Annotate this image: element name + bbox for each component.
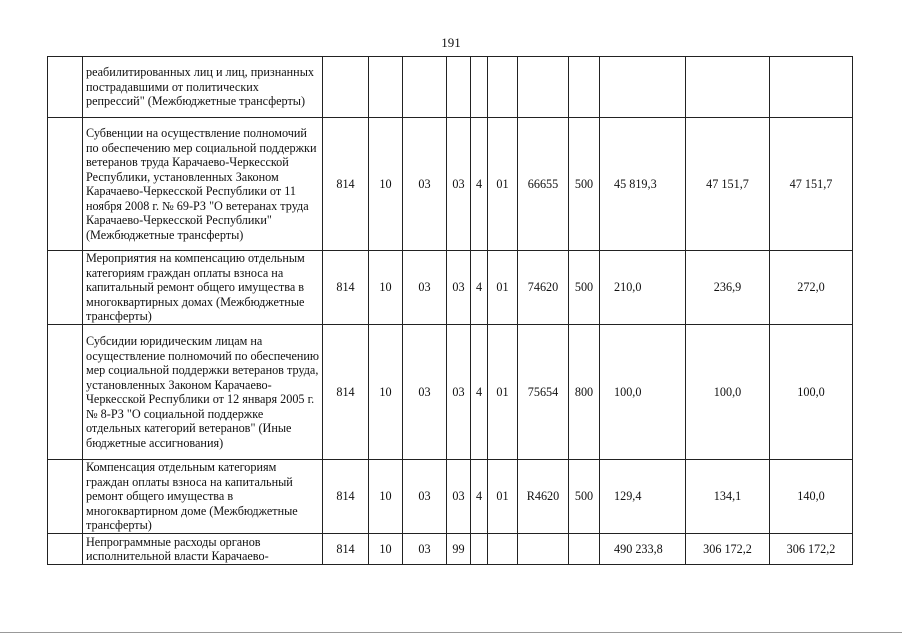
vr-cell: 500 <box>569 118 600 251</box>
table-row <box>48 325 853 460</box>
pr-cell: 03 <box>403 251 447 325</box>
year2-amount: 236,9 <box>686 251 770 325</box>
table-row <box>48 251 853 325</box>
year3-amount: 100,0 <box>770 325 853 460</box>
empty-cell <box>48 460 83 534</box>
row-description: Непрограммные расходы органов исполнительной власти Карачаево- <box>83 534 323 565</box>
csr-part3-cell: 01 <box>488 325 518 460</box>
year2-amount <box>686 57 770 118</box>
pr-cell: 03 <box>403 460 447 534</box>
vr-cell <box>569 534 600 565</box>
csr-part1-cell: 03 <box>447 251 471 325</box>
grbs-cell: 814 <box>323 460 369 534</box>
pr-cell: 03 <box>403 534 447 565</box>
csr-part2-cell: 4 <box>471 251 488 325</box>
rz-cell <box>369 57 403 118</box>
row-description: Компенсация отдельным категориям граждан оплаты взноса на капитальный ремонт общего имущества в многоквартирном доме (Межбюджетные трансферты) <box>83 460 323 534</box>
table-row <box>48 118 853 251</box>
pr-cell <box>403 57 447 118</box>
year1-amount: 210,0 <box>600 251 686 325</box>
csr-part1-cell <box>447 57 471 118</box>
rz-cell: 10 <box>369 325 403 460</box>
row-description: Субсидии юридическим лицам на осуществление полномочий по обеспечению мер социальной поддержки ветеранов труда, установленных Законом Карачаево-Черкесской Республики от 12 января 2005 г. № 8-РЗ "О социальной поддержке отдельных категорий ветеранов" (Иные бюджетные ассигнования) <box>83 325 323 460</box>
grbs-cell: 814 <box>323 534 369 565</box>
year3-amount: 306 172,2 <box>770 534 853 565</box>
year1-amount: 129,4 <box>600 460 686 534</box>
year3-amount: 272,0 <box>770 251 853 325</box>
row-description: реабилитированных лиц и лиц, признанных пострадавшими от политических репрессий" (Межбюджетные трансферты) <box>83 57 323 118</box>
csr-part2-cell <box>471 534 488 565</box>
empty-cell <box>48 57 83 118</box>
year3-amount: 140,0 <box>770 460 853 534</box>
page-number: 191 <box>441 35 461 50</box>
csr-part4-cell: 75654 <box>518 325 569 460</box>
vr-cell <box>569 57 600 118</box>
page-bottom-edge <box>0 632 902 633</box>
row-description: Субвенции на осуществление полномочий по обеспечению мер социальной поддержки ветеранов труда Карачаево-Черкесской Республики, установленных Законом Карачаево-Черкесской Республики от 11 ноября 2008 г. № 69-РЗ "О ветеранах труда Карачаево-Черкесской Республики" (Межбюджетные трансферты) <box>83 118 323 251</box>
year3-amount <box>770 57 853 118</box>
table-row <box>48 534 853 565</box>
csr-part2-cell: 4 <box>471 118 488 251</box>
year3-amount: 47 151,7 <box>770 118 853 251</box>
year1-amount: 45 819,3 <box>600 118 686 251</box>
csr-part1-cell: 99 <box>447 534 471 565</box>
empty-cell <box>48 534 83 565</box>
year1-amount: 490 233,8 <box>600 534 686 565</box>
year2-amount: 134,1 <box>686 460 770 534</box>
table-row <box>48 460 853 534</box>
grbs-cell: 814 <box>323 118 369 251</box>
year1-amount <box>600 57 686 118</box>
year1-amount: 100,0 <box>600 325 686 460</box>
pr-cell: 03 <box>403 325 447 460</box>
csr-part4-cell: 66655 <box>518 118 569 251</box>
grbs-cell: 814 <box>323 251 369 325</box>
year2-amount: 47 151,7 <box>686 118 770 251</box>
table-row <box>48 57 853 118</box>
csr-part1-cell: 03 <box>447 460 471 534</box>
rz-cell: 10 <box>369 460 403 534</box>
grbs-cell: 814 <box>323 325 369 460</box>
row-description: Мероприятия на компенсацию отдельным категориям граждан оплаты взноса на капитальный ремонт общего имущества в многоквартирных домах (Межбюджетные трансферты) <box>83 251 323 325</box>
empty-cell <box>48 325 83 460</box>
grbs-cell <box>323 57 369 118</box>
vr-cell: 500 <box>569 251 600 325</box>
year2-amount: 100,0 <box>686 325 770 460</box>
csr-part3-cell: 01 <box>488 118 518 251</box>
csr-part3-cell <box>488 534 518 565</box>
rz-cell: 10 <box>369 251 403 325</box>
vr-cell: 500 <box>569 460 600 534</box>
csr-part1-cell: 03 <box>447 118 471 251</box>
csr-part2-cell: 4 <box>471 460 488 534</box>
rz-cell: 10 <box>369 534 403 565</box>
empty-cell <box>48 251 83 325</box>
budget-table <box>47 56 853 565</box>
year2-amount: 306 172,2 <box>686 534 770 565</box>
pr-cell: 03 <box>403 118 447 251</box>
csr-part2-cell <box>471 57 488 118</box>
csr-part3-cell: 01 <box>488 460 518 534</box>
csr-part1-cell: 03 <box>447 325 471 460</box>
csr-part4-cell <box>518 534 569 565</box>
csr-part4-cell <box>518 57 569 118</box>
empty-cell <box>48 118 83 251</box>
csr-part3-cell <box>488 57 518 118</box>
csr-part4-cell: R4620 <box>518 460 569 534</box>
vr-cell: 800 <box>569 325 600 460</box>
rz-cell: 10 <box>369 118 403 251</box>
csr-part4-cell: 74620 <box>518 251 569 325</box>
csr-part3-cell: 01 <box>488 251 518 325</box>
csr-part2-cell: 4 <box>471 325 488 460</box>
